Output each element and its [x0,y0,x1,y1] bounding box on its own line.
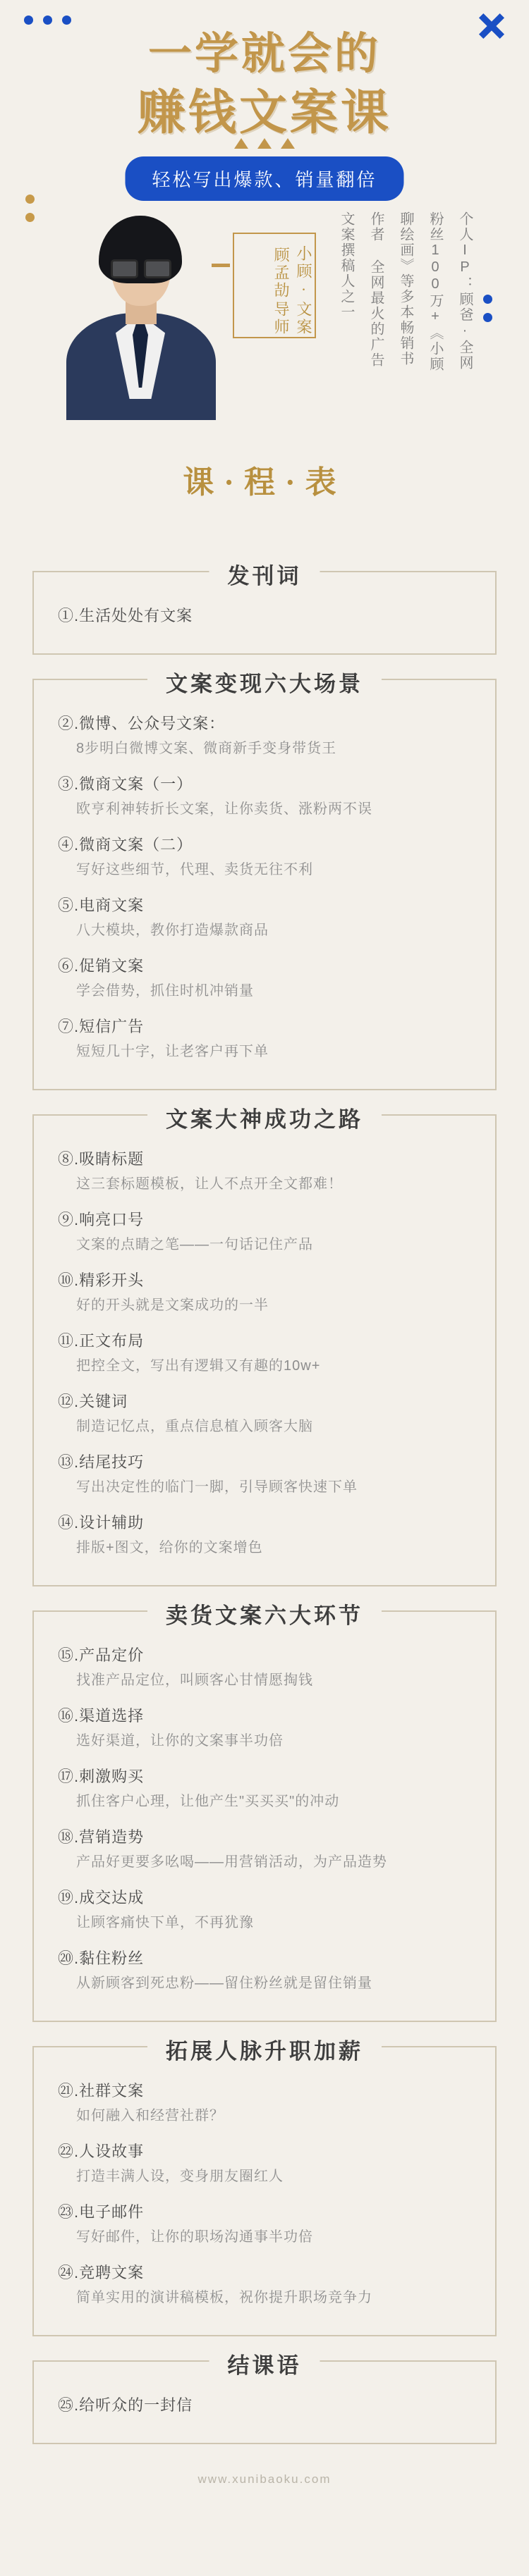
subtitle-badge: 轻松写出爆款、销量翻倍 [125,156,403,201]
course-section [32,1107,497,1586]
course-section [32,564,497,655]
lesson-item[interactable] [34,1142,495,1203]
lesson-title: ②.微博、公众号文案： [58,715,226,732]
lesson-description: 找准产品定位，叫顾客心甘情愿掏钱 [76,1672,313,1688]
lesson-item[interactable] [34,1942,495,2002]
lesson-description: 排版+图文，给你的文案增色 [76,1540,263,1555]
lesson-item[interactable] [34,2256,495,2317]
lesson-description: 学会借势，抓住时机冲销量 [76,983,254,999]
lesson-description: 制造记忆点，重点信息植入顾客大脑 [76,1419,313,1434]
lesson-item[interactable] [34,1820,495,1881]
lesson-title: ㉒.人设故事 [58,2143,145,2160]
lesson-item[interactable] [34,1699,495,1760]
lesson-title: ⑥.促销文案 [58,957,145,975]
lesson-title: ㉔.竞聘文案 [58,2264,145,2281]
section-heading: 文案变现六大场景 [147,666,382,698]
lesson-description: 写出决定性的临门一脚，引导顾客快速下单 [76,1479,358,1495]
course-section [32,1603,497,2022]
triangle-icon [281,138,295,149]
lesson-description: 让顾客痛快下单，不再犹豫 [76,1915,254,1930]
lesson-description: 把控全文，写出有逻辑又有趣的10w+ [76,1358,321,1374]
lesson-item[interactable] [34,1760,495,1820]
lesson-item[interactable] [34,599,495,635]
lesson-description: 文案的点睛之笔——一句话记住产品 [76,1237,313,1252]
lesson-title: ⑳.黏住粉丝 [58,1949,145,1967]
title-line-2: 赚钱文案课 [137,86,391,140]
lesson-title: ㉓.电子邮件 [58,2203,145,2221]
instructor-name: 小顾·顾孟劼 [272,245,312,301]
section-heading: 发刊词 [209,558,320,590]
lesson-title: ③.微商文案（一） [58,775,193,793]
lesson-title: ⑧.吸睛标题 [58,1150,145,1168]
lesson-description: 写好这些细节，代理、卖货无往不利 [76,862,313,877]
lesson-title: ⑱.营销造势 [58,1828,145,1846]
lesson-title: ⑭.设计辅助 [58,1514,145,1532]
lesson-title: ㉕.给听众的一封信 [58,2396,193,2414]
lesson-description: 从新顾客到死忠粉——留住粉丝就是留住销量 [76,1976,372,1991]
lesson-title: ⑦.短信广告 [58,1018,145,1035]
decorative-triangles [234,138,295,149]
lesson-description: 8步明白微博文案、微商新手变身带货王 [76,741,337,756]
lesson-title: ㉑.社群文案 [58,2082,145,2100]
instructor-bio: 个人IP：顾爸·全网粉丝100万+《小顾聊绘画》等多本畅销书作者 全网最火的广告文案撰稿人之一 [339,211,473,372]
lesson-item[interactable] [34,1506,495,1567]
lesson-title: ⑤.电商文案 [58,896,145,914]
lesson-item[interactable] [34,2195,495,2256]
lesson-title: ⑫.关键词 [58,1393,128,1410]
lesson-title: ⑩.精彩开头 [58,1271,145,1289]
course-sections [0,564,529,2444]
lesson-item[interactable] [34,1446,495,1506]
lesson-description: 打造丰满人设，变身朋友圈红人 [76,2169,284,2184]
lesson-item[interactable] [34,1385,495,1446]
lesson-title: ④.微商文案（二） [58,836,193,853]
course-list-title: 课·程·表 [183,465,346,500]
lesson-title: ⑯.渠道选择 [58,1707,145,1725]
lesson-item[interactable] [34,889,495,949]
course-section [32,2039,497,2336]
section-heading: 拓展人脉升职加薪 [147,2033,382,2065]
hero-banner [0,0,529,571]
instructor-photo [55,209,235,420]
lesson-item[interactable] [34,768,495,828]
lesson-title: ⑲.成交达成 [58,1889,145,1906]
lesson-title: ⑪.正文布局 [58,1332,145,1350]
triangle-icon [234,138,248,149]
lesson-description: 选好渠道，让你的文案事半功倍 [76,1733,284,1749]
course-section [32,672,497,1090]
lesson-description: 产品好更要多吆喝——用营销活动，为产品造势 [76,1854,387,1870]
lesson-description: 短短几十字，让老客户再下单 [76,1044,269,1059]
lesson-description: 写好邮件，让你的职场沟通事半功倍 [76,2229,313,2245]
course-section [32,2353,497,2444]
lesson-item[interactable] [34,949,495,1010]
lesson-description: 简单实用的演讲稿模板，祝你提升职场竞争力 [76,2290,372,2305]
lesson-title: ⑰.刺激购买 [58,1768,145,1785]
lesson-item[interactable] [34,707,495,768]
section-heading: 结课语 [209,2348,320,2379]
lesson-item[interactable] [34,1881,495,1942]
divider-dash [212,264,230,267]
lesson-item[interactable] [34,1639,495,1699]
lesson-title: ⑮.产品定价 [58,1646,145,1664]
glasses-icon [109,259,174,275]
lesson-description: 八大模块，教你打造爆款商品 [76,923,269,938]
lesson-item[interactable] [34,828,495,889]
lesson-item[interactable] [34,1324,495,1385]
section-heading: 文案大神成功之路 [147,1102,382,1133]
avatar [55,214,224,420]
lesson-title: ⑨.响亮口号 [58,1211,145,1228]
lesson-item[interactable] [34,1264,495,1324]
lesson-description: 如何融入和经营社群？ [76,2108,224,2124]
page-title [0,27,529,144]
title-line-1: 一学就会的 [147,30,381,78]
lesson-item[interactable] [34,2389,495,2424]
lesson-description: 这三套标题模板，让人不点开全文都难！ [76,1176,343,1192]
instructor-name-box [233,233,316,338]
lesson-description: 欧亨利神转折长文案，让你卖货、涨粉两不误 [76,801,372,817]
lesson-item[interactable] [34,2074,495,2135]
lesson-description: 好的开头就是文案成功的一半 [76,1298,269,1313]
watermark: www.xunibaoku.com [197,2472,332,2486]
lesson-item[interactable] [34,1010,495,1071]
lesson-item[interactable] [34,2135,495,2195]
lesson-item[interactable] [34,1203,495,1264]
lesson-title: ①.生活处处有文案 [58,607,193,624]
section-heading: 卖货文案六大环节 [147,1598,382,1629]
lesson-description: 抓住客户心理，让他产生"买买买"的冲动 [76,1794,340,1809]
lesson-title: ⑬.结尾技巧 [58,1453,145,1471]
instructor-role: 文案导师 [272,301,312,337]
triangle-icon [257,138,272,149]
